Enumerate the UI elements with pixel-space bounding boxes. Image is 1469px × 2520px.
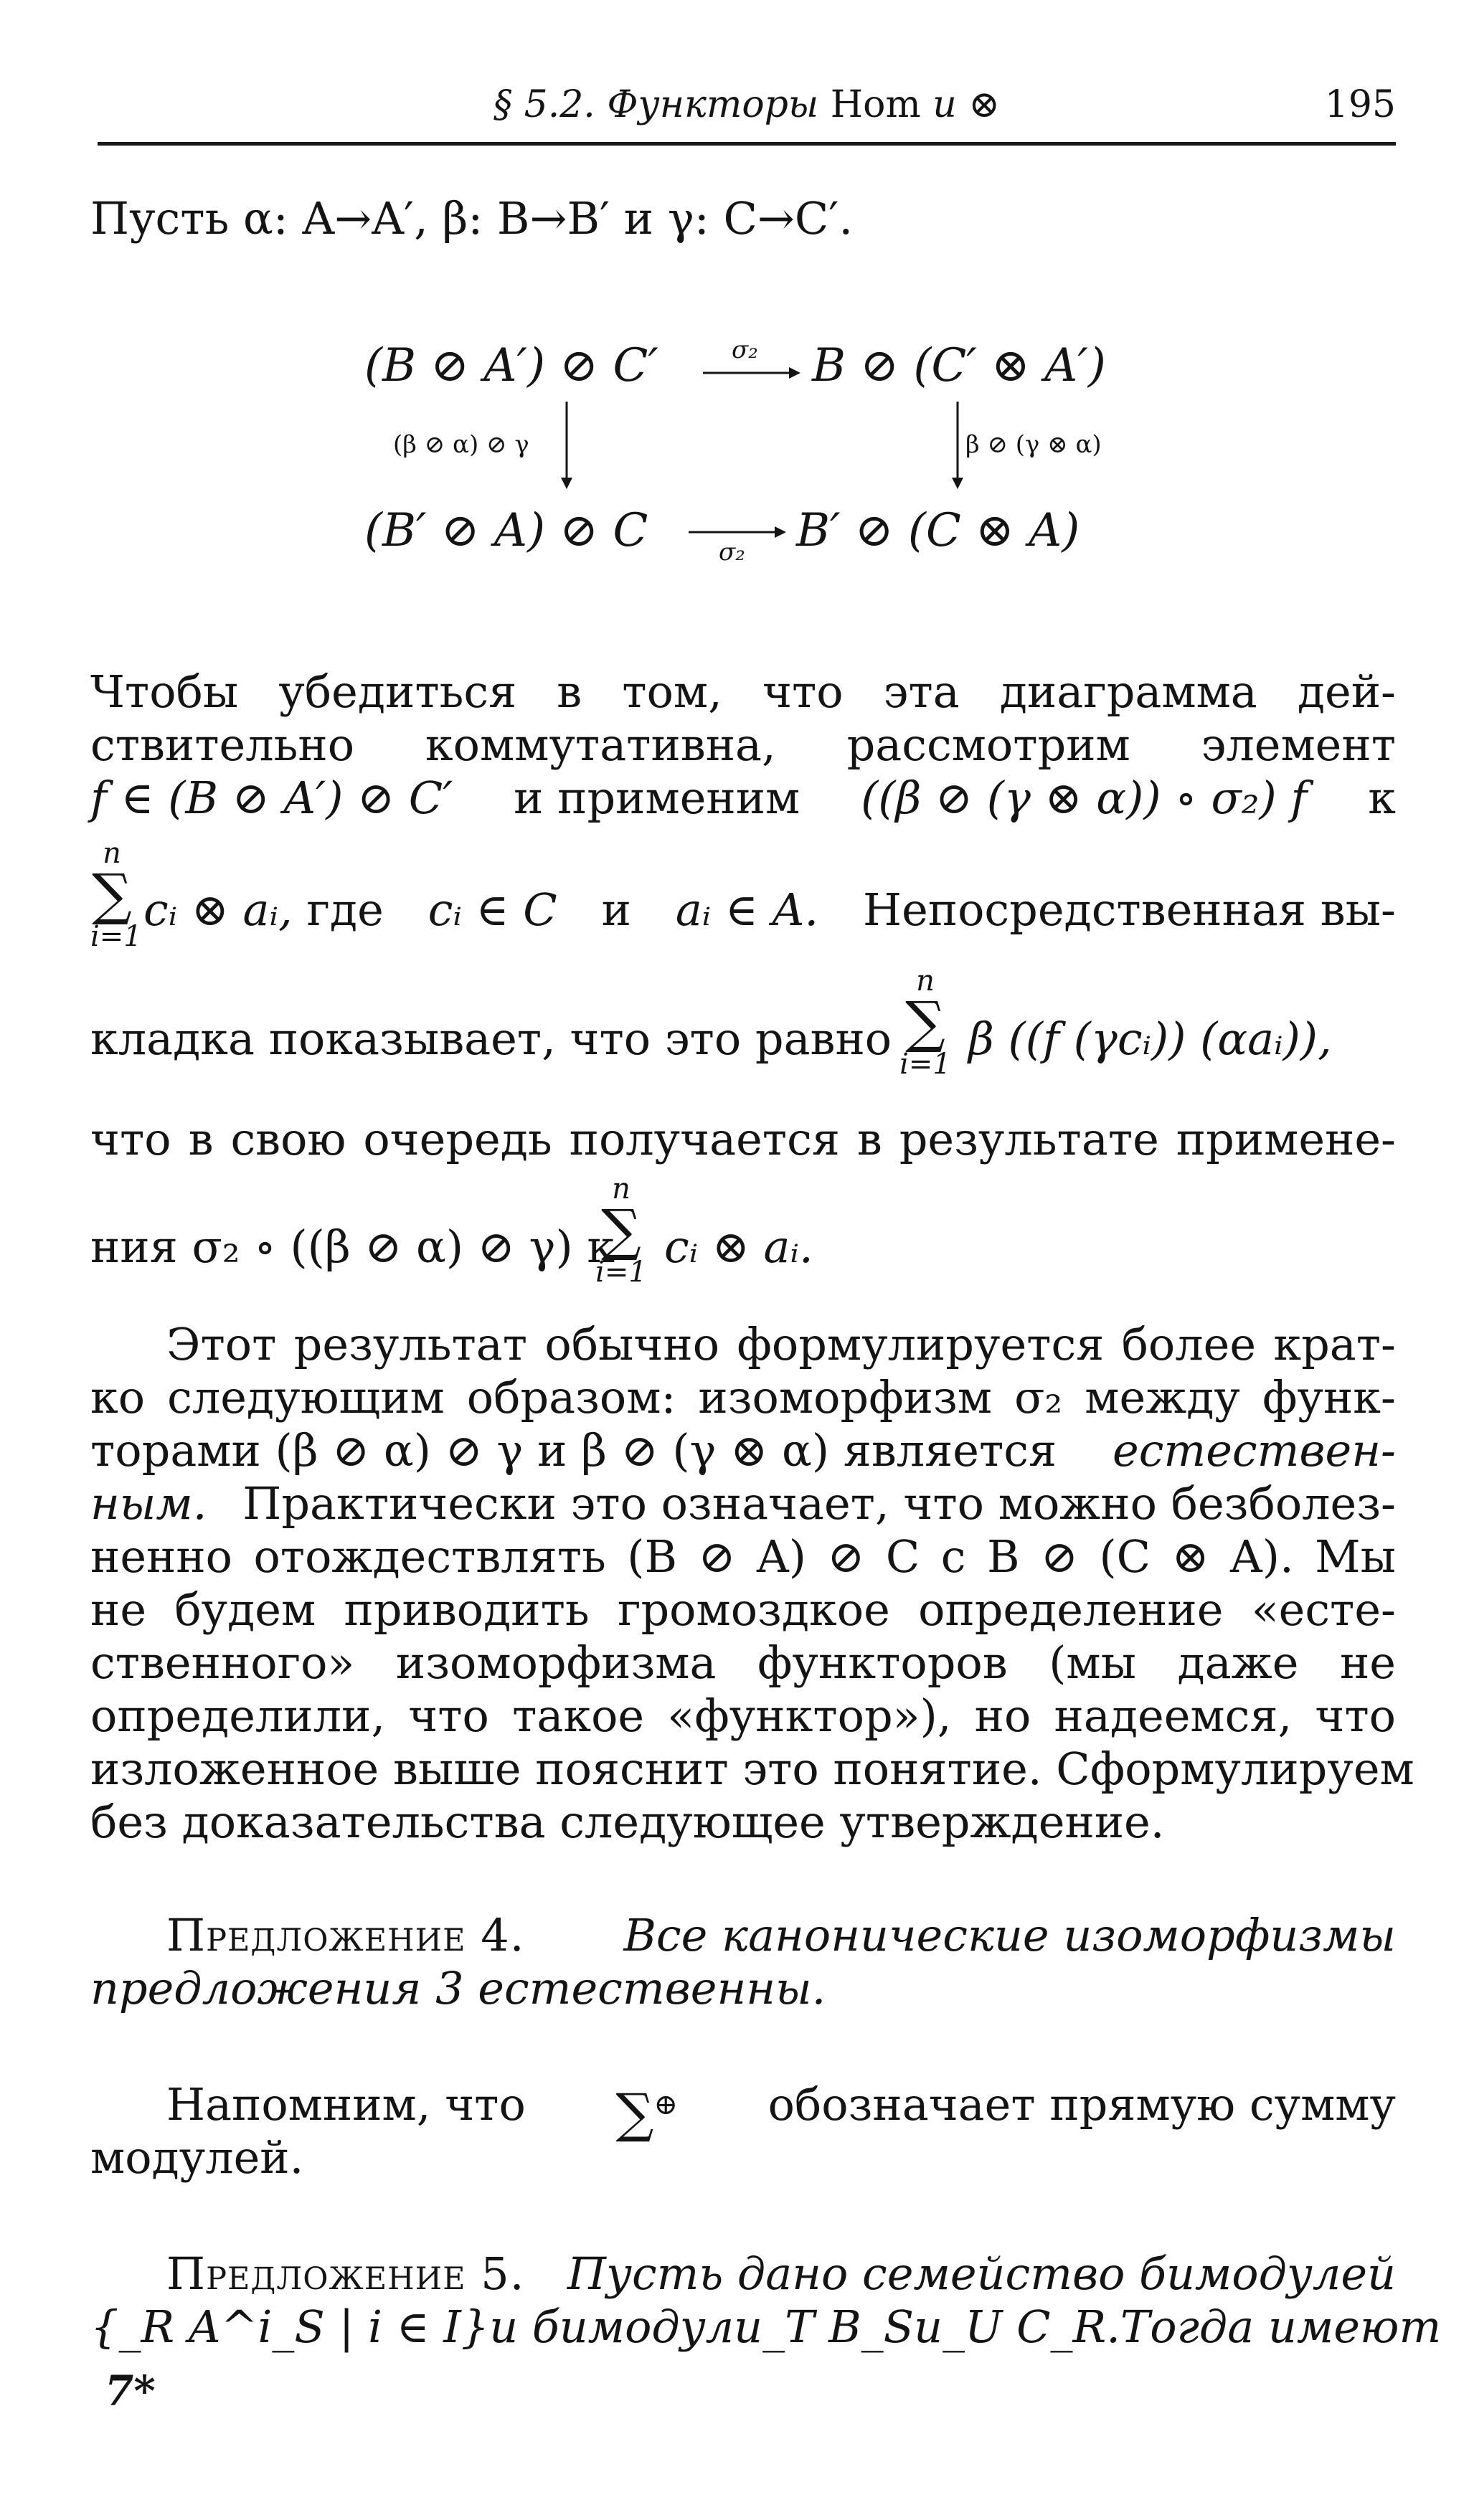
bottom-arrowhead [775,526,786,538]
section-number: § 5.2. [493,83,595,126]
p2-line4 [90,1477,1396,1530]
p1-line1: Чтобы убедиться в том, что эта диаграмма дей- [90,665,1396,718]
p5-and: и [914,2301,943,2353]
p1-line6: что в свою очередь получается в результате примене- [90,1113,1396,1165]
p2-line4-natural: ным. [90,1477,207,1530]
top-arrowhead [789,367,800,379]
signature-mark: 7* [105,2367,156,2415]
p1-line4-ci: cᵢ ∈ C [428,884,557,936]
p2-line6: не будем приводить громоздкое определение «есте- [90,1583,1396,1636]
sum-3-lower: i=1 [595,1256,647,1289]
proposition-4-line1 [166,1909,1396,1962]
sum-2-upper: n [916,965,935,998]
sum-1-term: cᵢ ⊗ aᵢ, [143,884,293,936]
page-number: 195 [1324,83,1396,126]
p2-line5: ненно отождествлять (B ⊘ A) ⊘ C с B ⊘ (C ⊗ A). Мы [90,1530,1396,1583]
p1-line4-and: и [601,884,631,936]
proposition-5-text1: Пусть дано семейство бимодулей [567,2247,1396,2300]
p1-line4-ai: aᵢ ∈ A. [675,884,819,936]
proposition-4-text1: Все канонические изоморфизмы [623,1909,1396,1961]
oplus-superscript: ⊕ [653,2088,678,2121]
proposition-4-label: Предложение 4. [166,1909,525,1961]
p1-line3-k: к [1368,772,1396,824]
p2-line4-rest: Практически это означает, что можно безболез- [242,1477,1396,1530]
bimodule-b: _T B_S [762,2301,915,2353]
diagram-bottom-left: (B′ ⊘ A) ⊘ C [364,504,648,557]
sum-1 [90,837,142,953]
p1-line7: ния σ₂ ∘ ((β ⊘ α) ⊘ γ) к [90,1221,615,1273]
title-word: Функторы [607,83,819,126]
p1-line3-map: ((β ⊘ (γ ⊗ α)) ∘ σ₂) f [861,772,1308,824]
sum-2-sigma: ∑ [905,990,945,1055]
sum-3-term: cᵢ ⊗ aᵢ. [664,1221,813,1273]
left-arrowhead [561,478,572,489]
left-arrow-label: (β ⊘ α) ⊘ γ [393,430,529,459]
sum-3-upper: n [612,1173,630,1205]
reminder-text-2: обозначает прямую сумму [767,2078,1396,2131]
title-tensor: ⊗ [968,83,1000,126]
p1-line2: ствительно коммутативна, рассмотрим элемент [90,719,1396,771]
proposition-5-line2 [90,2301,1442,2354]
bimodule-family: {_R A^i_S | i ∈ I} [90,2301,490,2353]
bottom-arrow-label: σ₂ [719,538,745,567]
bimodule-c: _U C_R. [943,2301,1120,2353]
reminder-line2: модулей. [90,2131,304,2184]
title-hom: Hom [830,83,921,126]
proposition-5-line1 [166,2247,1396,2301]
p2-line2: ко следующим образом: изоморфизм σ₂ между функ- [90,1371,1396,1424]
p2-line8: определили, что такое «функтор»), но надеемся, что [90,1690,1396,1742]
sum-2 [897,965,954,1080]
p1-line4 [143,884,1396,937]
p2-line7: ственного» изоморфизма функторов (мы даже не [90,1636,1396,1689]
sum-1-lower: i=1 [90,920,142,953]
sum-2-term: β ((f (γcᵢ)) (αaᵢ)), [968,1013,1332,1065]
proposition-4-text2: предложения 3 естественны. [90,1962,826,2014]
diagram-bottom-right: B′ ⊘ (C ⊗ A) [796,504,1080,557]
proposition-5-label: Предложение 5. [166,2247,525,2300]
p2-line3-main: торами (β ⊘ α) ⊘ γ и β ⊘ (γ ⊗ α) является [90,1424,1057,1477]
p1-line4-where: где [306,884,384,936]
diagram-top-right: B ⊘ (C′ ⊗ A′) [812,339,1106,392]
reminder-text: Напомним, что [166,2078,526,2131]
p1-line4-rest: Непосредственная вы- [863,884,1396,936]
right-arrowhead [952,478,963,489]
p2-line3-natural: естествен- [1113,1424,1396,1477]
sum-3 [592,1173,650,1288]
p2-line10: без доказательства следующее утверждение. [90,1796,1165,1848]
sum-1-upper: n [103,837,121,870]
sum-3-sigma: ∑ [601,1198,641,1263]
p1-line3-apply: и применим [514,772,800,824]
top-arrow-label: σ₂ [732,336,758,364]
sum-1-sigma: ∑ [92,863,132,927]
sum-2-lower: i=1 [899,1048,951,1081]
intro-line: Пусть α: A→A′, β: B→B′ и γ: C→C′. [90,192,854,245]
p2-line9: изложенное выше пояснит это понятие. Сформулируем [90,1743,1414,1795]
p5-and-bimodules: и бимодули [489,2301,763,2353]
p1-line3-element: f ∈ (B ⊘ A′) ⊘ C′ [90,772,453,824]
direct-sum-sigma: ∑ [615,2083,654,2144]
p2-line3 [90,1424,1396,1477]
diagram-top-left: (B ⊘ A′) ⊘ C′ [364,339,658,392]
p1-line5: кладка показывает, что это равно [90,1013,892,1065]
p2-line1: Этот результат обычно формулируется более крат- [166,1318,1396,1370]
right-arrow-label: β ⊘ (γ ⊗ α) [965,430,1102,459]
p1-line3 [90,772,1396,825]
p5-then: Тогда имеют [1120,2301,1442,2353]
title-and: и [932,83,957,126]
